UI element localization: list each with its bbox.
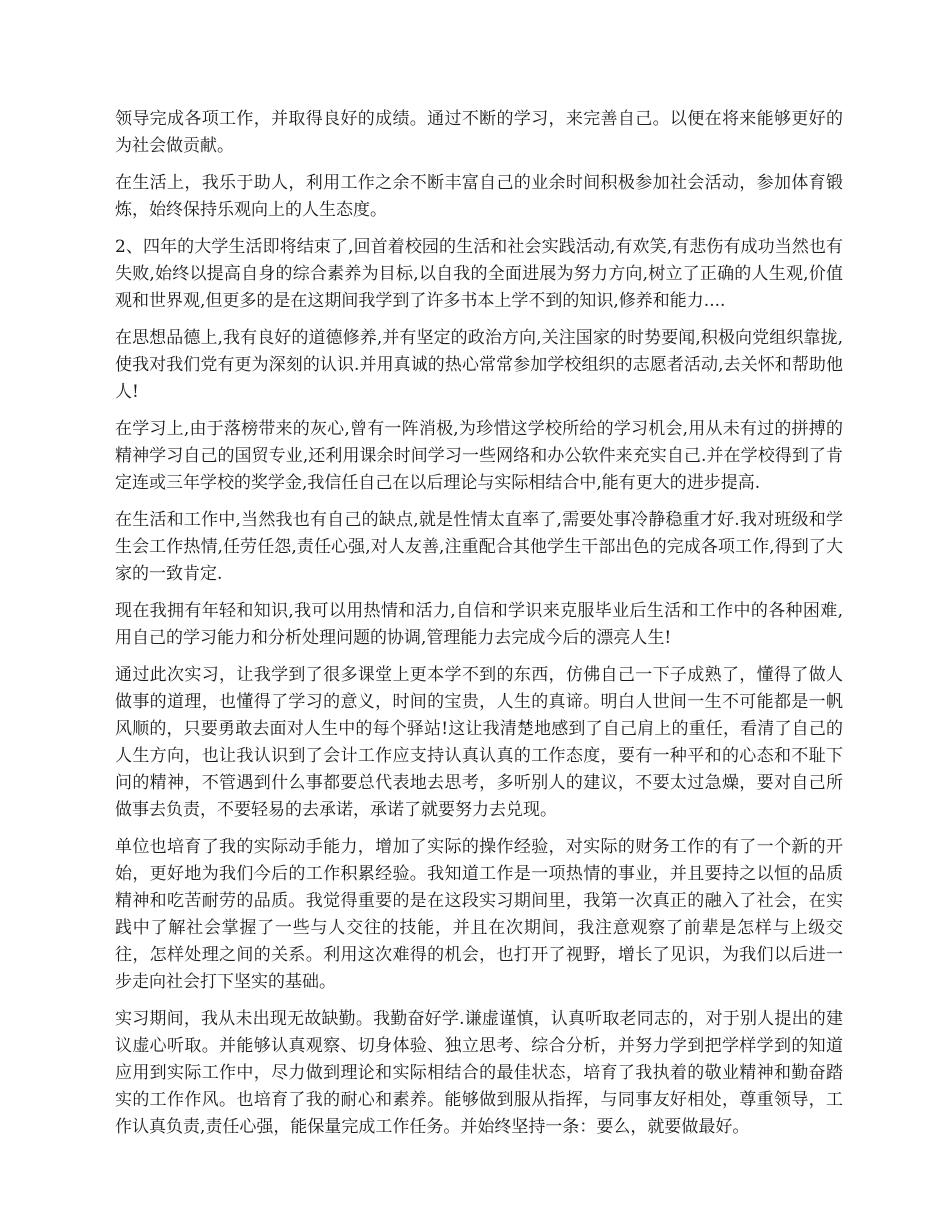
- paragraph-7: 现在我拥有年轻和知识,我可以用热情和活力,自信和学识来克服毕业后生活和工作中的各种困难,用自己的学习能力和分析处理问题的协调,管理能力去完成今后的漂亮人生!: [115, 601, 843, 648]
- paragraph-9: 单位也培育了我的实际动手能力，增加了实际的操作经验，对实际的财务工作的有了一个新的开始，更好地为我们今后的工作积累经验。我知道工作是一项热情的事业，并且要持之以恒的品质精神和吃苦耐劳的品质。我觉得重要的是在这段实习期间里，我第一次真正的融入了社会，在实践中了解社会掌握了一些与人交往的技能，并且在次期间，我注意观察了前辈是怎样与上级交往，怎样处理之间的关系。利用这次难得的机会，也打开了视野，增长了见识，为我们以后进一步走向社会打下坚实的基础。: [115, 837, 843, 992]
- paragraph-8: 通过此次实习，让我学到了很多课堂上更本学不到的东西，仿佛自己一下子成熟了，懂得了做人做事的道理，也懂得了学习的意义，时间的宝贵，人生的真谛。明白人世间一生不可能都是一帆风顺的，只要勇敢去面对人生中的每个驿站!这让我清楚地感到了自己肩上的重任，看清了自己的人生方向，也让我认识到了会计工作应支持认真认真的工作态度，要有一种平和的心态和不耻下问的精神，不管遇到什么事都要总代表地去思考，多听别人的建议，不要太过急燥，要对自己所做事去负责，不要轻易的去承诺，承诺了就要努力去兑现。: [115, 665, 843, 820]
- paragraph-5: 在学习上,由于落榜带来的灰心,曾有一阵消极,为珍惜这学校所给的学习机会,用从未有过的拼搏的精神学习自己的国贸专业,还利用课余时间学习一些网络和办公软件来充实自己.并在学校得到了肯定连或三年学校的奖学金,我信任自己在以后理论与实际相结合中,能有更大的进步提高.: [115, 419, 843, 493]
- paragraph-2: 在生活上，我乐于助人，利用工作之余不断丰富自己的业余时间积极参加社会活动，参加体育锻炼，始终保持乐观向上的人生态度。: [115, 173, 843, 220]
- paragraph-1: 领导完成各项工作，并取得良好的成绩。通过不断的学习，来完善自己。以便在将来能够更好的为社会做贡献。: [115, 109, 843, 156]
- document-page: [115, 106, 843, 1151]
- paragraph-10: 实习期间，我从未出现无故缺勤。我勤奋好学.谦虚谨慎，认真听取老同志的，对于别人提出的建议虚心听取。并能够认真观察、切身体验、独立思考、综合分析，并努力学到把学样学到的知道应用到实际工作中，尽力做到理论和实际相结合的最佳状态，培育了我执着的敬业精神和勤奋踏实的工作作风。也培育了我的耐心和素养。能够做到服从指挥，与同事友好相处，尊重领导，工作认真负责,责任心强，能保量完成工作任务。并始终坚持一条：要么，就要做最好。: [115, 1009, 843, 1137]
- paragraph-4: 在思想品德上,我有良好的道德修养,并有坚定的政治方向,关注国家的时势要闻,积极向党组织靠拢,使我对我们党有更为深刻的认识.并用真诚的热心常常参加学校组织的志愿者活动,去关怀和帮助他人!: [115, 328, 843, 402]
- paragraph-3: 2、四年的大学生活即将结束了,回首着校园的生活和社会实践活动,有欢笑,有悲伤有成功当然也有失败,始终以提高自身的综合素养为目标,以自我的全面进展为努力方向,树立了正确的人生观,价值观和世界观,但更多的是在这期间我学到了许多书本上学不到的知识,修养和能力....: [115, 237, 843, 311]
- paragraph-6: 在生活和工作中,当然我也有自己的缺点,就是性情太直率了,需要处事冷静稳重才好.我对班级和学生会工作热情,任劳任怨,责任心强,对人友善,注重配合其他学生干部出色的完成各项工作,得到了大家的一致肯定.: [115, 510, 843, 584]
